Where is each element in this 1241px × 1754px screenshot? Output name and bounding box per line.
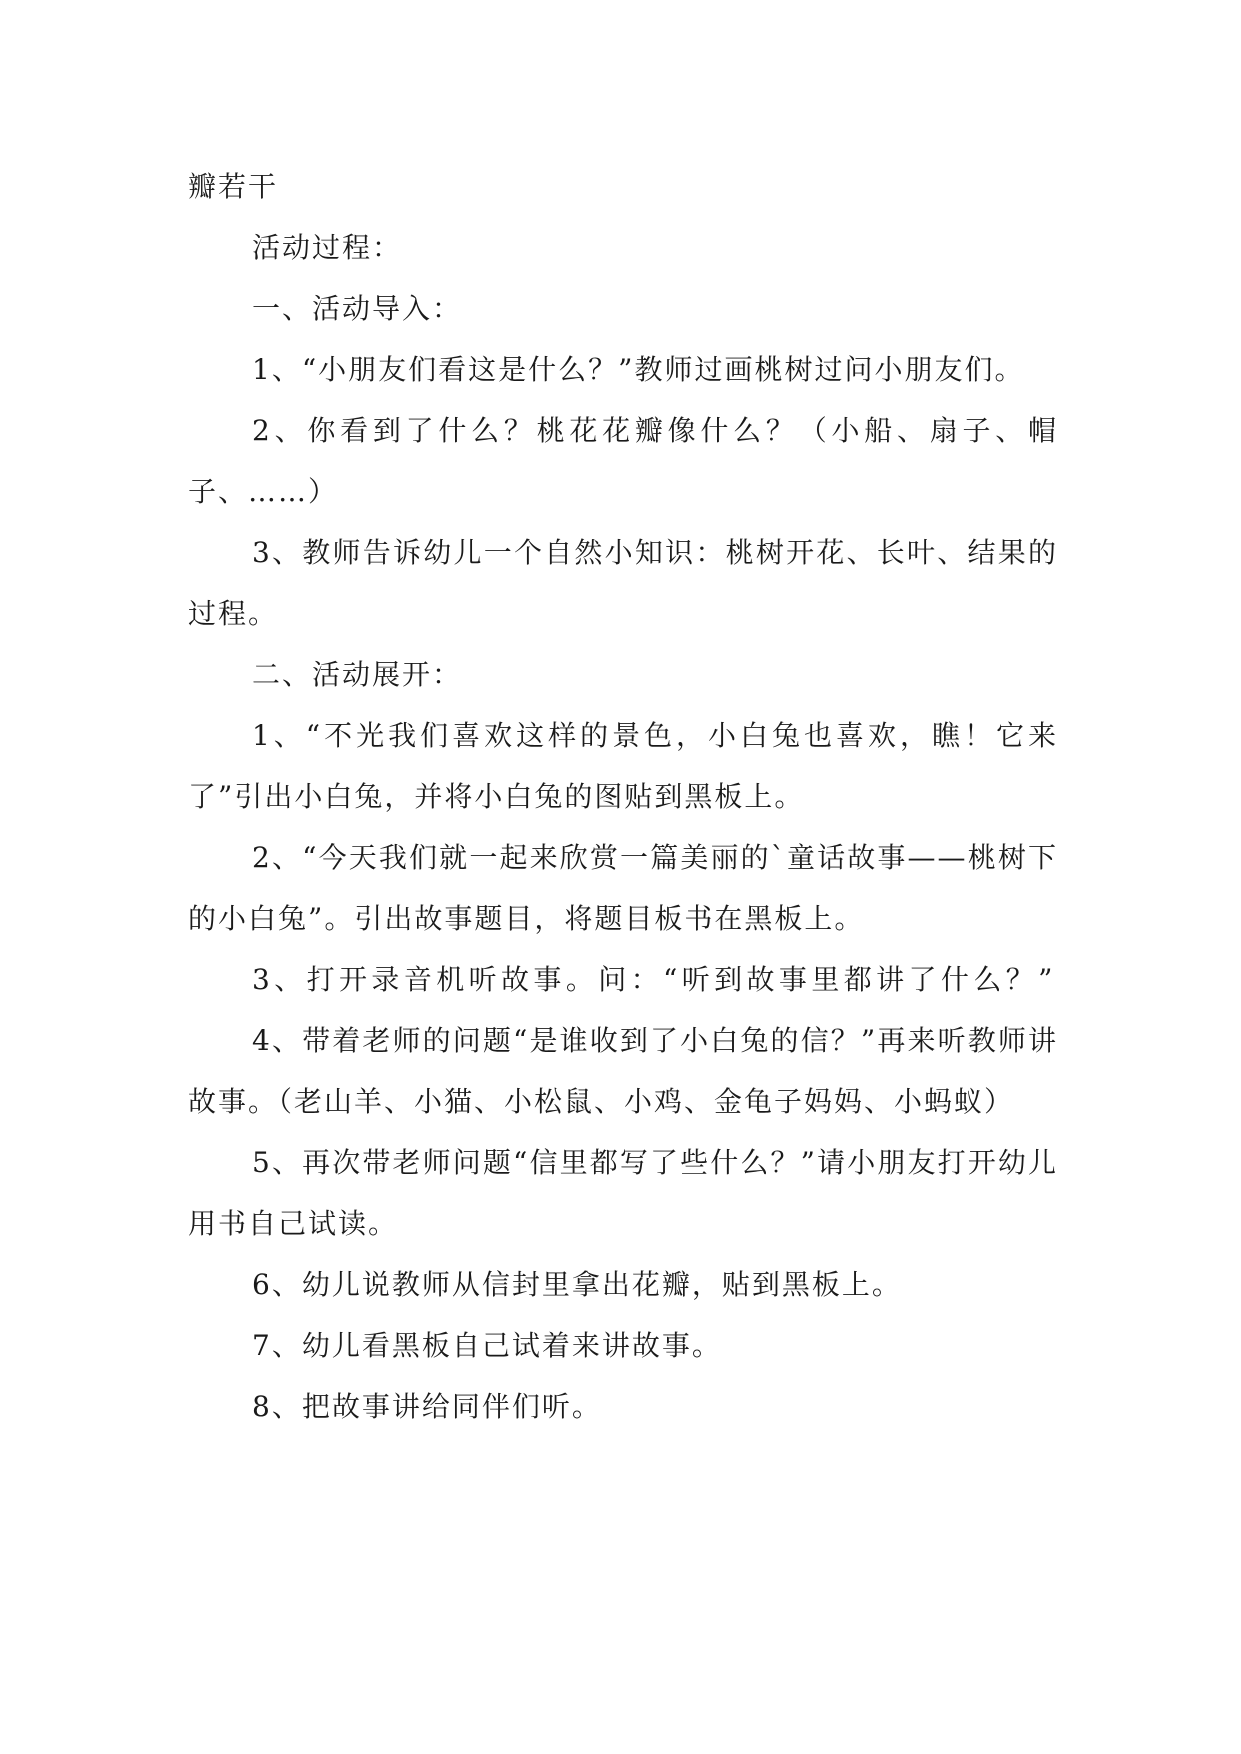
development-step-5: 5、再次带老师问题“信里都写了些什么？”请小朋友打开幼儿用书自己试读。 — [188, 1146, 1058, 1240]
development-step-2: 2、“今天我们就一起来欣赏一篇美丽的`童话故事——桃树下的小白兔”。引出故事题目，将题目板书在黑板上。 — [188, 841, 1058, 935]
paragraph-continuation: 瓣若干 — [188, 170, 279, 203]
development-step-1: 1、“不光我们喜欢这样的景色，小白兔也喜欢，瞧！它来了”引出小白兔，并将小白兔的图贴到黑板上。 — [188, 719, 1058, 813]
intro-step-2: 2、你看到了什么？桃花花瓣像什么？（小船、扇子、帽子、……） — [188, 414, 1058, 508]
development-step-6: 6、幼儿说教师从信封里拿出花瓣，贴到黑板上。 — [252, 1268, 902, 1301]
heading-activity-development: 二、活动展开： — [252, 658, 463, 691]
intro-step-3: 3、教师告诉幼儿一个自然小知识：桃树开花、长叶、结果的过程。 — [188, 536, 1058, 630]
intro-step-1: 1、“小朋友们看这是什么？”教师过画桃树过问小朋友们。 — [252, 353, 1025, 386]
heading-activity-process: 活动过程： — [252, 231, 403, 264]
development-step-8: 8、把故事讲给同伴们听。 — [252, 1390, 602, 1423]
heading-activity-intro: 一、活动导入： — [252, 292, 463, 325]
development-step-3: 3、打开录音机听故事。问：“听到故事里都讲了什么？” — [252, 963, 1057, 996]
development-step-4: 4、带着老师的问题“是谁收到了小白兔的信？”再来听教师讲故事。（老山羊、小猫、小松鼠、小鸡、金龟子妈妈、小蚂蚁） — [188, 1024, 1058, 1118]
development-step-7: 7、幼儿看黑板自己试着来讲故事。 — [252, 1329, 722, 1362]
document-body — [188, 156, 1058, 1437]
